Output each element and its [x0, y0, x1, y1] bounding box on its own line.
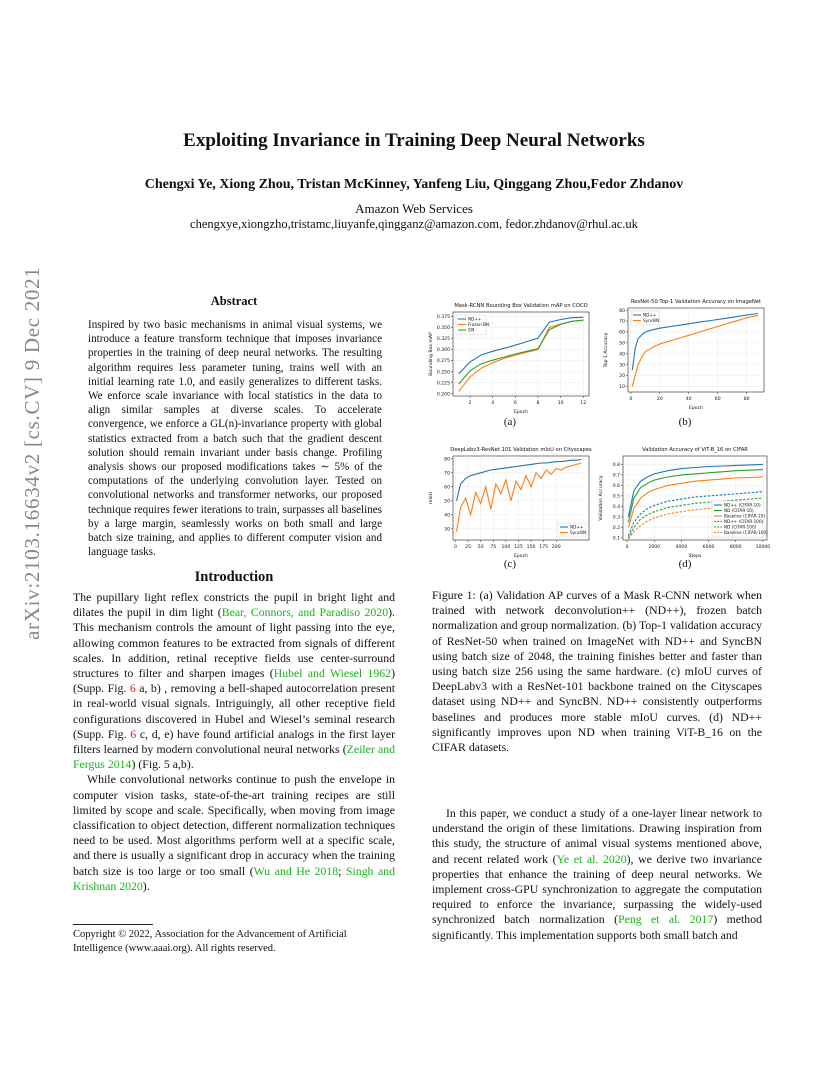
y-tick-label: 0.7 [612, 473, 620, 479]
y-tick-label: 10 [619, 385, 625, 391]
x-tick-label: 2 [468, 401, 472, 406]
chart-title: Validation Accuracy of ViT-B_16 on CIFAR [642, 447, 748, 453]
legend-label: GN [468, 327, 475, 333]
subfigure-b [600, 294, 770, 414]
y-tick-label: 80 [619, 308, 625, 314]
x-tick-label: 200 [551, 545, 561, 550]
x-tick-label: 50 [477, 545, 484, 550]
legend-label: SyncBN [570, 530, 587, 535]
x-tick-label: 2000 [648, 545, 661, 550]
copyright-notice: Copyright © 2022, Association for the Advancement of Artificial Intelligence (www.aaai.org). All rights reserved. [73, 929, 347, 954]
chart-c-svg [425, 442, 595, 562]
abstract-heading: Abstract [210, 294, 258, 308]
x-tick-label: 125 [514, 545, 523, 550]
introduction-body [73, 590, 395, 894]
text-run: ; [338, 863, 346, 878]
abstract-text: Inspired by two basic mechanisms in animal visual systems, we introduce a feature transform technique that imposes invariance properties in the training of deep neural networks. The resulting algorithm requires less parameter tuning, trains well with an initial learning rate 1.0, and easily generalizes to different tasks. We enforce scale invariance with local statistics in the data to align similar samples at diverse scales. To accelerate convergence, we enforce a GL(n)-invariance property with global statistics extracted from a batch such that the gradient descent solution should remain invariant under basis change. Profiling analysis shows our proposed modifications takes ∼ 5% of the computations of the underlying convolution layer. Tested on convolutional networks and transformer networks, our proposed technique requires fewer iterations to train, surpasses all baselines by a large margin, seamlessly works on both small and large batch size training, and applies to different computer vision and language tasks. [88, 319, 382, 559]
intro-paragraph-1 [73, 590, 395, 772]
chart-title: ResNet-50 Top-1 Validation Accuracy on ImageNet [630, 299, 762, 305]
x-tick-label: 10 [557, 401, 564, 406]
y-tick-label: 0.325 [436, 337, 450, 343]
x-tick-label: 8 [536, 401, 540, 406]
legend-label: Baseline (CIFAR-10) [724, 513, 765, 519]
subfigure-label-a: (a) [503, 416, 517, 428]
text-run: ). [142, 878, 150, 893]
y-axis-label: mIoU [429, 491, 434, 505]
subfigure-c [425, 442, 595, 562]
y-tick-label: 0.375 [436, 315, 450, 321]
legend-label: ND (CIFAR-100) [724, 524, 757, 530]
y-tick-label: 0.4 [612, 505, 620, 510]
y-tick-label: 0.1 [612, 536, 620, 542]
x-axis-label: Steps [688, 554, 702, 559]
intro-paragraph-2 [73, 772, 395, 894]
y-tick-label: 0.275 [436, 359, 450, 365]
right-paragraph [432, 806, 762, 943]
x-tick-label: 6 [513, 401, 517, 406]
chart-title: Mask-RCNN Bounding Box Validation mAP on COCO [454, 303, 588, 309]
affiliation: Amazon Web Services [355, 201, 473, 216]
figure-ref-link[interactable]: 6 [130, 726, 137, 741]
subfigure-a [425, 298, 595, 418]
legend-label: ND++ [643, 312, 657, 318]
legend-label: Frozen BN [468, 322, 490, 327]
y-tick-label: 50 [444, 499, 450, 505]
y-tick-label: 20 [619, 374, 625, 380]
x-tick-label: 4000 [675, 545, 688, 550]
y-tick-label: 0.6 [612, 484, 620, 489]
chart-b-svg [600, 294, 770, 414]
y-tick-label: 0.350 [436, 326, 450, 332]
email-list: chengxye,xiongzho,tristamc,liuyanfe,qingganz@amazon.com, fedor.zhdanov@rhul.ac.uk [190, 217, 638, 231]
text-run: ) (Supp. Fig. [73, 666, 395, 696]
figure-caption: Figure 1: (a) Validation AP curves of a Mask R-CNN network when trained with network deconvolution++ (ND++), frozen batch normalization and group normalization. (b) Top-1 validation accuracy of ResNet-50 when trained on ImageNet with ND++ and SyncBN using batch size of 2048, the training finishes better and faster than using batch size 256 using the same hardware. (c) mIoU curves of DeepLabv3 with a ResNet-101 backbone trained on the Cityscapes dataset using ND++ and SyncBN. ND++ consistently outperforms baselines and produces more stable mIoU curves. (d) ND++ significantly improves upon ND when training ViT-B_16 on the CIFAR datasets. [432, 588, 762, 755]
legend-label: ND (CIFAR-10) [724, 508, 754, 513]
citation-link[interactable]: Ye et al. 2020 [556, 851, 627, 866]
figure-ref-link[interactable]: 6 [129, 681, 136, 696]
y-tick-label: 0.3 [612, 515, 620, 521]
y-tick-label: 0.8 [612, 463, 620, 468]
x-tick-label: 4 [491, 401, 495, 406]
text-run: c, d, e) have found artificial analogs in the first layer filters learned by modern convolutional neural networks ( [73, 726, 396, 757]
arxiv-identifier: arXiv:2103.16634v2 [cs.CV] 9 Dec 2021 [20, 266, 44, 640]
legend-label: ND++ (CIFAR-10) [724, 502, 761, 508]
footnote-rule [73, 924, 153, 925]
x-tick-label: 75 [490, 545, 497, 550]
chart-a-svg [425, 298, 595, 418]
x-axis-label: Epoch [513, 554, 529, 559]
figure-1 [425, 290, 770, 580]
citation-link[interactable]: Wu and He 2018 [253, 863, 339, 878]
text-run: ), we derive two invariance properties that enhance the training of deep neural networks. We implement cross-GPU synchronization to aggregate the computation required to enforce the invariance, surpassing the widely-used synchronized batch normalization ( [432, 851, 762, 927]
text-run: a, b) , removing a bell-shaped autocorrelation present in real-world visual signals. Intriguingly, all other receptive field configurations discovered in Hubel and Wiesel’s seminal research (Supp. Fig. [73, 681, 395, 741]
y-tick-label: 70 [444, 471, 450, 477]
x-axis-label: Epoch [513, 410, 529, 415]
x-tick-label: 100 [501, 545, 511, 550]
y-tick-label: 80 [444, 457, 450, 463]
x-tick-label: 25 [465, 545, 472, 550]
x-tick-label: 8000 [729, 545, 742, 550]
x-tick-label: 12 [580, 401, 587, 406]
subfigure-d [595, 442, 773, 562]
chart-d-svg [595, 442, 773, 562]
x-tick-label: 20 [656, 397, 663, 402]
y-tick-label: 0.2 [612, 526, 620, 531]
y-tick-label: 40 [444, 513, 450, 519]
x-tick-label: 0 [454, 545, 457, 550]
x-tick-label: 40 [685, 397, 692, 402]
citation-link[interactable]: Peng et al. 2017 [618, 912, 714, 927]
subfigure-label-c: (c) [503, 558, 517, 570]
introduction-heading: Introduction [194, 569, 274, 585]
subfigure-label-b: (b) [678, 416, 692, 428]
text-run: ) method significantly. This implementation supports both small batch and [432, 912, 762, 942]
y-tick-label: 0.250 [436, 370, 450, 376]
x-tick-label: 150 [526, 545, 536, 550]
right-column-body [432, 806, 762, 943]
y-tick-label: 70 [619, 319, 625, 325]
x-tick-label: 10000 [755, 545, 771, 550]
y-tick-label: 0.200 [436, 392, 450, 398]
x-tick-label: 6000 [702, 545, 715, 550]
citation-link[interactable]: Hubel and Wiesel 1962 [273, 666, 392, 681]
y-tick-label: 40 [619, 352, 625, 358]
y-tick-label: 50 [619, 341, 625, 347]
citation-link[interactable]: Zeiler and Fergus 2014 [73, 742, 395, 772]
x-tick-label: 60 [714, 397, 721, 402]
legend-label: ND++ [468, 316, 482, 322]
y-tick-label: 0.300 [436, 348, 450, 354]
y-axis-label: Top-1 Accuracy [604, 332, 609, 368]
text-run: ). This mechanism controls the amount of light passing into the eye, allowing common features to be extracted from signals of different scales. In addition, retinal receptive fields use center-surround structures to filter and sharpen images ( [73, 605, 395, 681]
y-axis-label: Bounding Box mAP [429, 332, 434, 376]
legend-label: SyncBN [643, 318, 660, 323]
text-run: While convolutional networks continue to push the envelope in computer vision tasks, state-of-the-art training recipes are still limited by scope and scale. Specifically, when moving from image classification to object detection, different normalization techniques need to be used. Most algorithms perform well at a specific scale, and there is usually a significant drop in accuracy when the training batch size is too large or too small ( [73, 772, 395, 878]
y-tick-label: 30 [619, 363, 625, 369]
x-tick-label: 175 [539, 545, 549, 550]
x-tick-label: 80 [743, 397, 750, 402]
y-tick-label: 0.225 [436, 381, 450, 387]
text-run: In this paper, we conduct a study of a one-layer linear network to understand the origin of these limitations. Drawing inspiration from this study, the structure of animal visual systems mentioned above, and recent related work ( [432, 806, 762, 866]
x-tick-label: 0 [629, 397, 633, 402]
subfigure-label-d: (d) [678, 558, 692, 570]
text-run: The pupillary light reflex constricts the pupil in bright light and dilates the pupil in dim light ( [73, 590, 395, 620]
chart-title: DeepLabv3-ResNet 101 Validation mIoU on Cityscapes [450, 447, 592, 453]
legend-label: Baseline (CIFAR-100) [724, 530, 768, 535]
citation-link[interactable]: Bear, Connors, and Paradiso 2020 [221, 605, 389, 620]
y-tick-label: 60 [619, 330, 625, 336]
x-tick-label: 0 [625, 545, 629, 550]
y-tick-label: 0.5 [612, 494, 620, 500]
author-list: Chengxi Ye, Xiong Zhou, Tristan McKinney, Yanfeng Liu, Qinggang Zhou,Fedor Zhdanov [144, 177, 684, 192]
y-tick-label: 60 [444, 485, 450, 491]
y-axis-label: Validation Accuracy [599, 475, 604, 521]
text-run: ) (Fig. 5 a,b). [131, 757, 194, 772]
legend-label: ND++ (CIFAR-100) [724, 519, 764, 524]
y-tick-label: 30 [444, 527, 450, 533]
paper-title: Exploiting Invariance in Training Deep Neural Networks [183, 130, 645, 151]
x-axis-label: Epoch [688, 406, 704, 411]
legend-label: ND++ [570, 524, 584, 530]
citation-link[interactable]: Singh and Krishnan 2020 [73, 863, 395, 893]
